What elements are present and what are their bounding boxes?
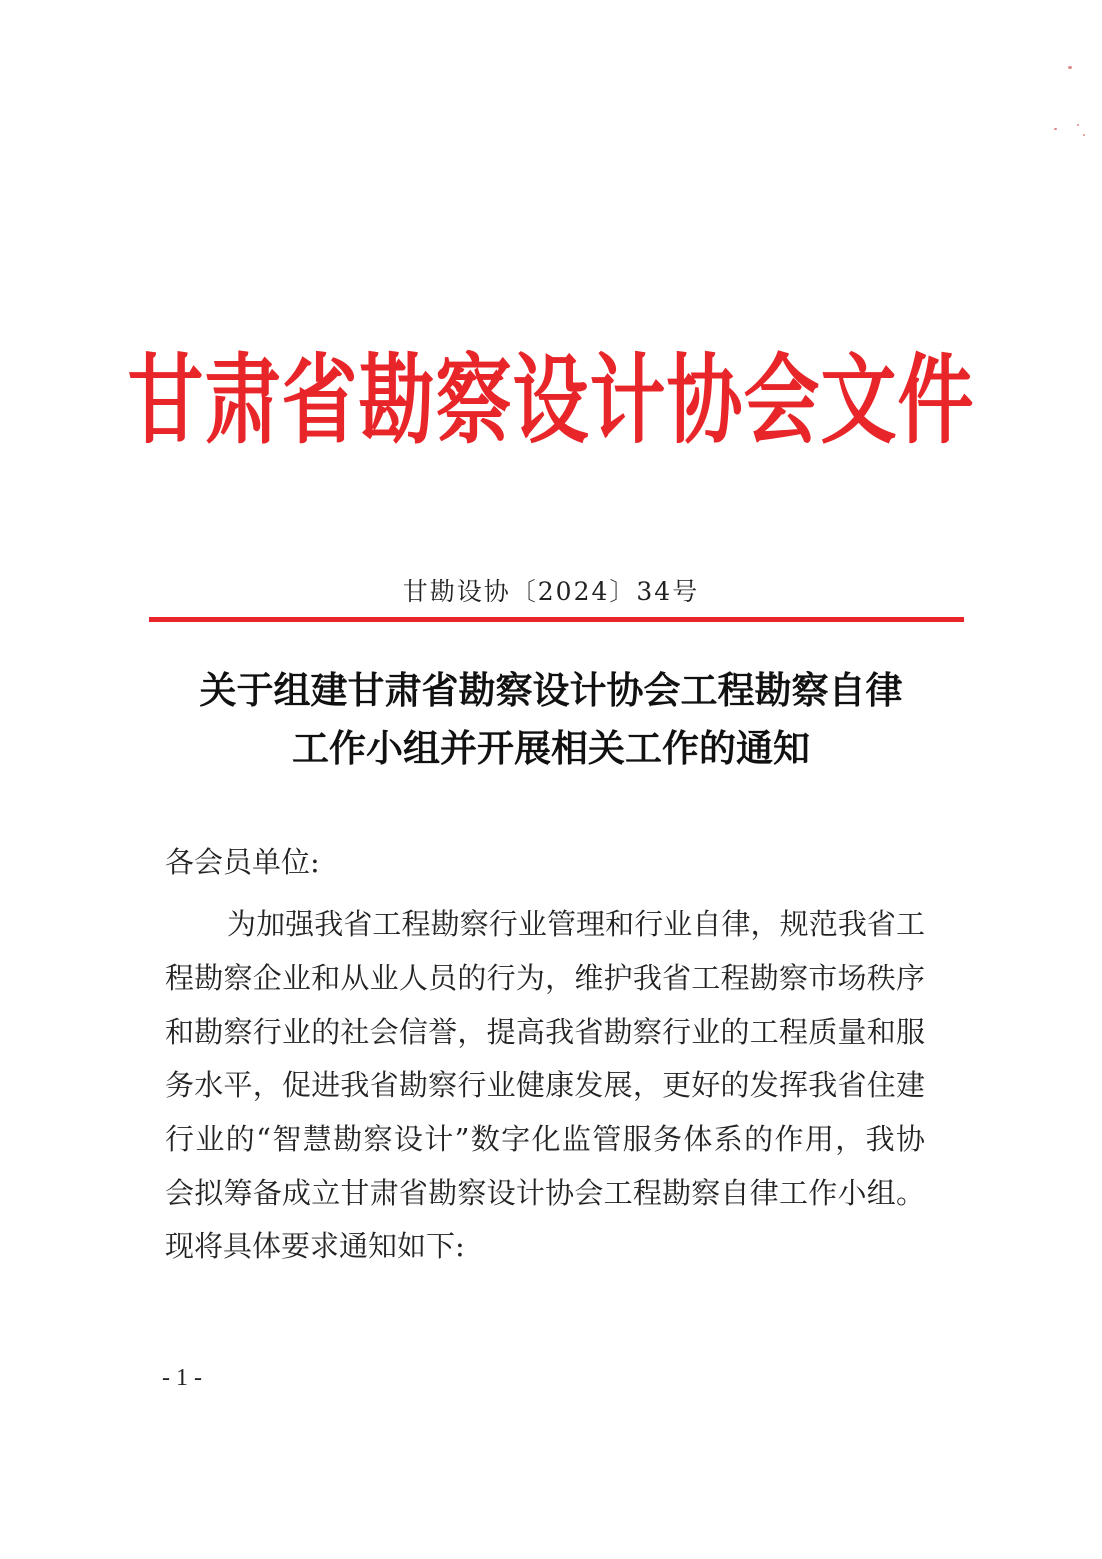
scan-speck xyxy=(1054,128,1057,130)
page-number: - 1 - xyxy=(162,1365,202,1391)
scan-speck xyxy=(1077,124,1079,126)
body-line-6: 会拟筹备成立甘肃省勘察设计协会工程勘察自律工作小组。 xyxy=(165,1176,925,1210)
body-line-3: 和勘察行业的社会信誉，提高我省勘察行业的工程质量和服 xyxy=(165,1015,925,1049)
masthead-title: 甘肃省勘察设计协会文件 xyxy=(127,343,975,457)
body-line-4: 务水平，促进我省勘察行业健康发展，更好的发挥我省住建 xyxy=(165,1068,925,1102)
salutation: 各会员单位: xyxy=(165,845,320,879)
body-line-2: 程勘察企业和从业人员的行为，维护我省工程勘察市场秩序 xyxy=(165,961,925,995)
scan-speck xyxy=(1068,66,1072,69)
red-separator-line xyxy=(149,617,964,622)
body-line-7: 现将具体要求通知如下: xyxy=(165,1229,465,1263)
body-line-5: 行业的“智慧勘察设计”数字化监管服务体系的作用，我协 xyxy=(165,1122,925,1156)
scan-speck xyxy=(1083,134,1085,136)
notice-title-line-1: 关于组建甘肃省勘察设计协会工程勘察自律 xyxy=(199,668,903,712)
notice-title-line-2: 工作小组并开展相关工作的通知 xyxy=(292,726,810,770)
body-line-1: 为加强我省工程勘察行业管理和行业自律，规范我省工 xyxy=(227,907,925,941)
document-number: 甘勘设协〔2024〕34号 xyxy=(402,577,700,606)
